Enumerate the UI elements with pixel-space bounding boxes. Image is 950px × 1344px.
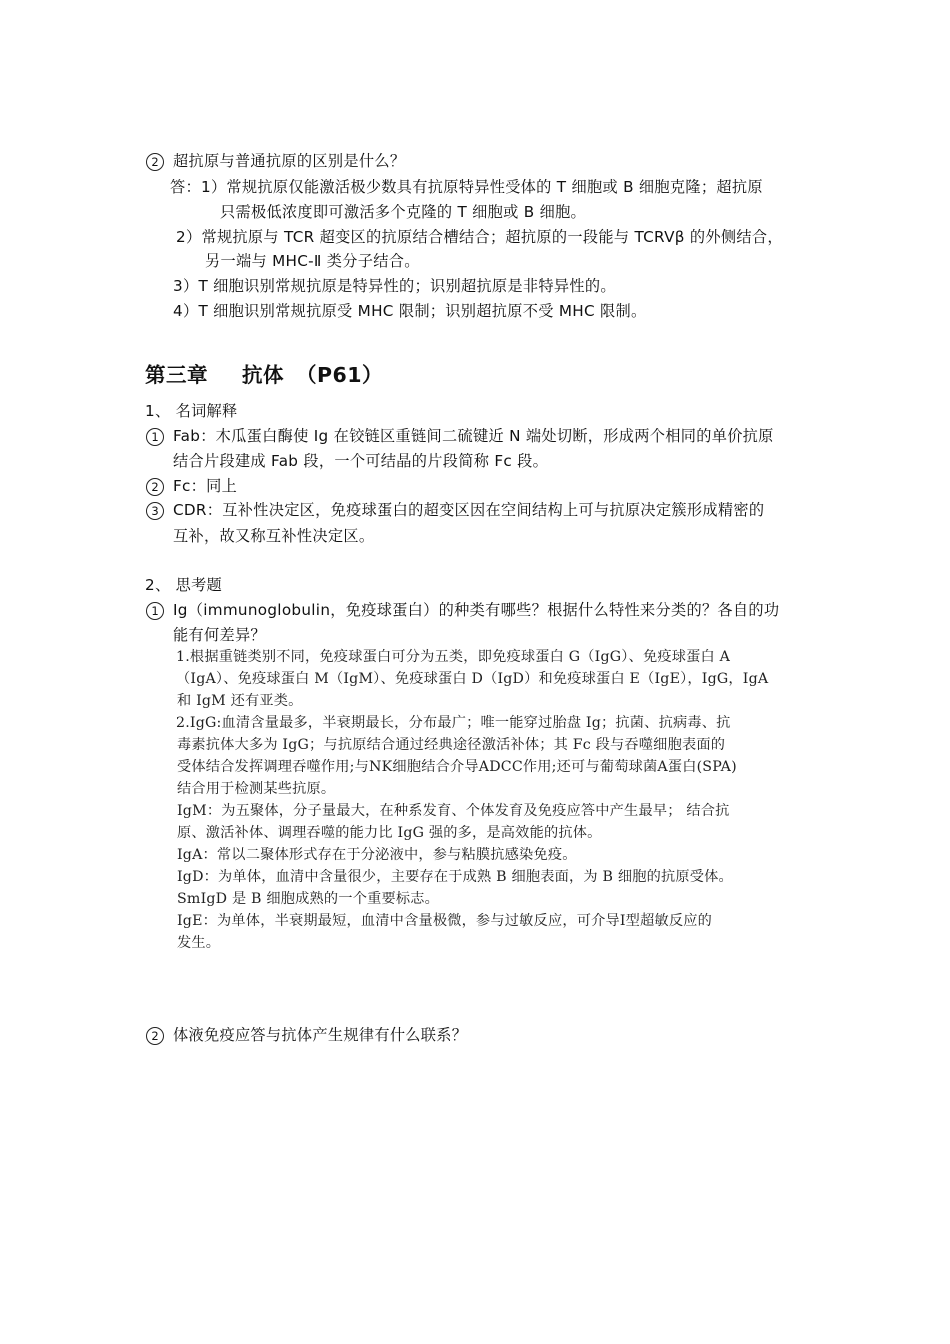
- section-heading: 1、 名词解释: [145, 402, 238, 420]
- answer-line: 4）T 细胞识别常规抗原受 MHC 限制；识别超抗原不受 MHC 限制。: [173, 302, 647, 320]
- answer-line: 只需极低浓度即可激活多个克隆的 T 细胞或 B 细胞。: [220, 203, 587, 221]
- answer-block-line: 和 IgM 还有亚类。: [177, 693, 303, 709]
- answer-block-line: IgA：常以二聚体形式存在于分泌液中，参与粘膜抗感染免疫。: [177, 847, 577, 863]
- list-marker: 1: [146, 428, 164, 446]
- answer-block-line: SmIgD 是 B 细胞成熟的一个重要标志。: [177, 891, 440, 907]
- chapter-title: 抗体: [242, 363, 284, 387]
- answer-line: 2）常规抗原与 TCR 超变区的抗原结合槽结合；超抗原的一段能与 TCRVβ 的外侧结合，: [176, 228, 783, 246]
- chapter-heading: [145, 361, 383, 389]
- definition-text: 互补，故又称互补性决定区。: [173, 527, 375, 545]
- question-text: 能有何差异？: [173, 626, 266, 644]
- list-marker: 1: [146, 602, 164, 620]
- list-marker: 2: [146, 1027, 164, 1045]
- chapter-number: 第三章: [145, 363, 208, 387]
- question-text: 超抗原与普通抗原的区别是什么？: [173, 152, 406, 170]
- list-marker: 2: [146, 153, 164, 171]
- answer-block-line: IgD：为单体，血清中含量很少，主要存在于成熟 B 细胞表面，为 B 细胞的抗原受体。: [177, 869, 733, 885]
- answer-block-line: IgM：为五聚体，分子量最大，在种系发育、个体发育及免疫应答中产生最早； 结合抗: [177, 803, 730, 819]
- definition-text: Fab：木瓜蛋白酶使 Ig 在铰链区重链间二硫键近 N 端处切断，形成两个相同的单价抗原: [173, 427, 774, 445]
- answer-line: 另一端与 MHC-Ⅱ 类分子结合。: [205, 252, 420, 270]
- answer-block-line: 2.IgG:血清含量最多，半衰期最长，分布最广；唯一能穿过胎盘 Ig；抗菌、抗病毒、抗: [176, 715, 731, 731]
- answer-block-line: 1.根据重链类别不同，免疫球蛋白可分为五类，即免疫球蛋白 G（IgG）、免疫球蛋白 A: [176, 649, 731, 665]
- answer-line: 3）T 细胞识别常规抗原是特异性的；识别超抗原是非特异性的。: [173, 277, 616, 295]
- chapter-page: （P61）: [296, 363, 384, 387]
- question-text: Ig（immunoglobulin，免疫球蛋白）的种类有哪些？根据什么特性来分类的？各自的功: [173, 601, 780, 619]
- definition-text: CDR：互补性决定区，免疫球蛋白的超变区因在空间结构上可与抗原决定簇形成精密的: [173, 501, 765, 519]
- answer-block-line: 发生。: [177, 935, 221, 951]
- definition-text: Fc：同上: [173, 477, 238, 495]
- answer-block-line: IgE：为单体，半衰期最短，血清中含量极微，参与过敏反应，可介导Ⅰ型超敏反应的: [177, 913, 713, 929]
- answer-block-line: 毒素抗体大多为 IgG；与抗原结合通过经典途径激活补体；其 Fc 段与吞噬细胞表面的: [177, 737, 726, 753]
- section-heading: 2、 思考题: [145, 576, 223, 594]
- question-text: 体液免疫应答与抗体产生规律有什么联系？: [173, 1026, 468, 1044]
- list-marker: 3: [146, 502, 164, 520]
- list-marker: 2: [146, 478, 164, 496]
- answer-block-line: （IgA）、免疫球蛋白 M（IgM）、免疫球蛋白 D（IgD）和免疫球蛋白 E（IgE），IgG，IgA: [176, 671, 769, 687]
- answer-block-line: 原、激活补体、调理吞噬的能力比 IgG 强的多，是高效能的抗体。: [177, 825, 602, 841]
- answer-block-line: 结合用于检测某些抗原。: [177, 781, 336, 797]
- definition-text: 结合片段建成 Fab 段，一个可结晶的片段简称 Fc 段。: [173, 452, 549, 470]
- answer-line: 答：1）常规抗原仅能激活极少数具有抗原特异性受体的 T 细胞或 B 细胞克隆；超抗原: [170, 178, 763, 196]
- answer-block-line: 受体结合发挥调理吞噬作用;与NK细胞结合介导ADCC作用;还可与葡萄球菌A蛋白(SPA): [177, 759, 737, 775]
